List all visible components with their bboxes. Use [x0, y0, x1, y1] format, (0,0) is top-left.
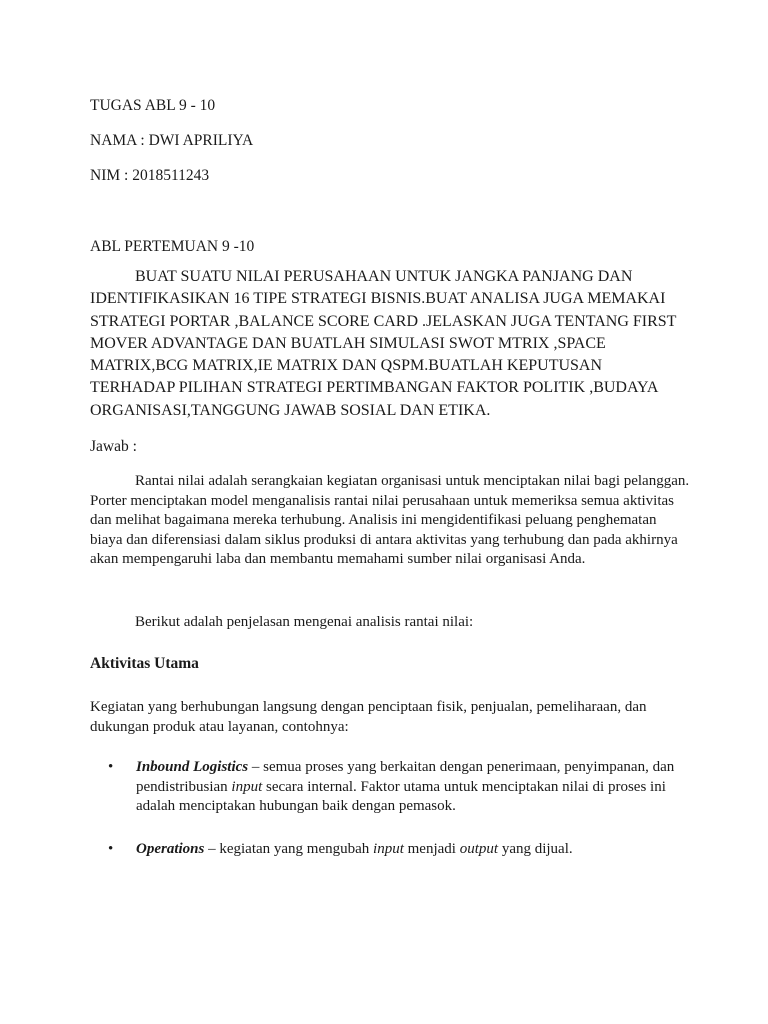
section-heading: Aktivitas Utama [90, 655, 199, 672]
assignment-text: BUAT SUATU NILAI PERUSAHAAN UNTUK JANGKA PANJANG DAN IDENTIFIKASIKAN 16 TIPE STRATEGI BISNIS.BUAT ANALISA JUGA MEMAKAI STRATEGI PORTAR ,BALANCE SCORE CARD .JELASKAN JUGA TENTANG FIRST MOVER ADVANTAGE DAN BUATLAH SIMULASI SWOT MTRIX ,SPACE MATRIX,BCG MATRIX,IE MATRIX DAN QSPM.BUATLAH KEPUTUSAN TERHADAP PILIHAN STRATEGI PERTIMBANGAN FAKTOR POLITIK ,BUDAYA ORGANISASI,TANGGUNG JAWAB SOSIAL DAN ETIKA. [90, 268, 677, 419]
italic-word: input [373, 840, 404, 857]
section-intro [90, 698, 690, 737]
primary-activities-list [90, 758, 690, 882]
student-name-line: NAMA : DWI APRILIYA [90, 132, 254, 149]
assignment-instructions [90, 266, 690, 422]
definition-text: kegiatan yang mengubah [219, 840, 374, 857]
definition-text: yang dijual. [498, 840, 573, 857]
definition-text: menjadi [403, 840, 460, 857]
answer-paragraph-2 [90, 613, 690, 633]
value-chain-intro: Berikut adalah penjelasan mengenai analisis rantai nilai: [135, 614, 474, 630]
assignment-title-line: TUGAS ABL 9 - 10 [90, 97, 216, 114]
answer-label: Jawab : [90, 438, 137, 455]
italic-word: output [459, 840, 499, 857]
definition-text: secara internal. Faktor utama untuk menciptakan nilai di proses ini adalah menciptakan hubungan baik dengan pemasok. [136, 778, 666, 814]
meeting-title: ABL PERTEMUAN 9 -10 [90, 238, 255, 255]
section-intro-text: Kegiatan yang berhubungan langsung dengan penciptaan fisik, penjualan, pemeliharaan, dan dukungan produk atau layanan, contohnya: [90, 699, 647, 735]
term-operations: Operations [136, 840, 205, 857]
bullet-icon: • [108, 759, 114, 775]
term-inbound-logistics: Inbound Logistics [136, 759, 249, 775]
italic-word: input [231, 778, 263, 795]
list-item [90, 758, 690, 817]
value-chain-definition: Rantai nilai adalah serangkaian kegiatan organisasi untuk menciptakan nilai bagi pelanggan. Porter menciptakan model menganalisis rantai nilai perusahaan untuk memeriksa semua aktivitas dan melihat bagaimana mereka terhubung. Analisis ini mengidentifikasi peluang penghematan biaya dan diferensiasi dalam siklus produksi di antara aktivitas yang terhubung dan pada akhirnya akan mempengaruhi laba dan membantu memahami sumber nilai organisasi Anda. [90, 473, 690, 567]
list-item [90, 840, 690, 860]
student-id-line: NIM : 2018511243 [90, 167, 210, 184]
answer-paragraph-1 [90, 472, 690, 570]
definition-text: semua proses yang berkaitan dengan penerimaan, penyimpanan, dan pendistribusian [136, 759, 675, 795]
term-dash: – [248, 759, 264, 775]
term-dash: – [204, 840, 220, 857]
bullet-icon: • [108, 840, 114, 857]
